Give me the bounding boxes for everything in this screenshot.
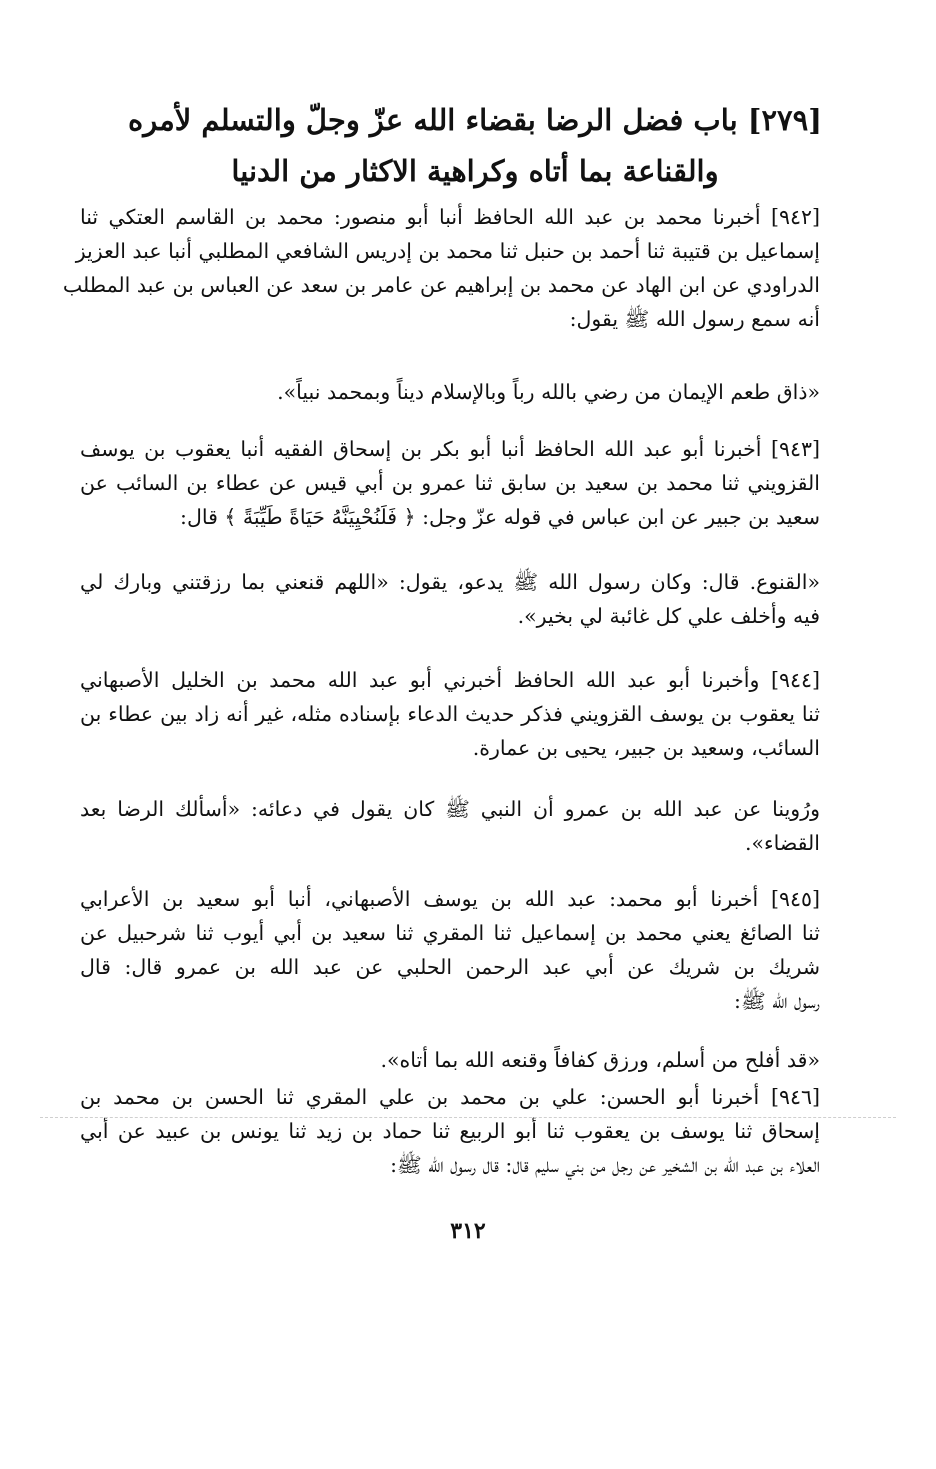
text-line: إسحاق ثنا يوسف بن يعقوب ثنا أبو الربيع ثنا حماد بن زيد ثنا يونس بن عبيد عن أبي: [80, 1119, 820, 1143]
text-line: رسول الله ﷺ:: [734, 989, 820, 1013]
text-line: [٩٤٢] أخبرنا محمد بن عبد الله الحافظ أنبا أبو منصور: محمد بن القاسم العتكي ثنا: [80, 205, 820, 229]
text-line: شريك بن شريك عن أبي عبد الرحمن الحلبي عن عبد الله بن عمرو قال: قال: [80, 955, 820, 979]
hadith-945: [80, 882, 820, 1018]
text-line: السائب، وسعيد بن جبير، يحيى بن عمارة.: [472, 736, 820, 760]
text-line: [٩٤٤] وأخبرنا أبو عبد الله الحافظ أخبرني أبو عبد الله محمد بن الخليل الأصبهاني: [80, 668, 820, 692]
text-line: أنه سمع رسول الله ﷺ يقول:: [569, 307, 820, 331]
hadith-946: [80, 1080, 820, 1182]
hadith-943-text: [80, 565, 820, 633]
page-number: ٣١٢: [450, 1218, 486, 1244]
text-line: الدراودي عن ابن الهاد عن محمد بن إبراهيم عن عامر بن سعد عن العباس بن عبد المطلب: [62, 273, 820, 297]
hadith-944-note: [80, 792, 820, 860]
text-line: [٩٤٦] أخبرنا أبو الحسن: علي بن محمد بن علي المقري ثنا الحسن بن محمد بن: [80, 1085, 820, 1109]
text-line: العلاء بن عبد الله بن الشخير عن رجل من بني سليم قال: قال رسول الله ﷺ:: [390, 1153, 820, 1177]
text-line: [٩٤٥] أخبرنا أبو محمد: عبد الله بن يوسف الأصبهاني، أنبا أبو سعيد بن الأعرابي: [80, 887, 820, 911]
text-line: [٩٤٣] أخبرنا أبو عبد الله الحافظ أنبا أبو بكر بن إسحاق الفقيه أنبا يعقوب بن يوسف: [80, 437, 820, 461]
hadith-945-text: [80, 1043, 820, 1077]
text-line: القزويني ثنا محمد بن سعيد بن سابق ثنا عمرو بن أبي قيس عن عطاء بن السائب عن: [80, 471, 820, 495]
chapter-heading-line-2: والقناعة بما أتاه وكراهية الاكثار من الدنيا: [231, 154, 719, 188]
hadith-942: [62, 200, 820, 336]
text-line: «القنوع. قال: وكان رسول الله ﷺ يدعو، يقول: «اللهم قنعني بما رزقتني وبارك لي: [80, 570, 820, 594]
hadith-942-text: [80, 375, 820, 409]
text-line: القضاء».: [744, 831, 820, 855]
text-line: ورُوينا عن عبد الله بن عمرو أن النبي ﷺ كان يقول في دعائه: «أسألك الرضا بعد: [80, 797, 820, 821]
scan-line-artifact: [40, 1117, 896, 1118]
text-line: ثنا الصائغ يعني محمد بن إسماعيل ثنا المقري ثنا سعيد بن أبي أيوب ثنا شرحبيل عن: [80, 921, 820, 945]
text-line: إسماعيل بن قتيبة ثنا أحمد بن حنبل ثنا محمد بن إدريس الشافعي المطلبي أنبا عبد العزيز: [75, 239, 820, 263]
text-line: «ذاق طعم الإيمان من رضي بالله رباً وبالإسلام ديناً وبمحمد نبياً».: [277, 380, 820, 404]
text-line: سعيد بن جبير عن ابن عباس في قوله عزّ وجل: ﴿ فَلَنُحْيِيَنَّهُ حَيَاةً طَيِّبَةً ﴾ قال:: [180, 505, 820, 529]
text-line: «قد أفلح من أسلم، ورزق كفافاً وقنعه الله بما أتاه».: [380, 1048, 820, 1072]
text-line: فيه وأخلف علي كل غائبة لي بخير».: [517, 604, 820, 628]
chapter-heading-line-1: [٢٧٩] باب فضل الرضا بقضاء الله عزّ وجلّ والتسلم لأمره: [128, 103, 822, 137]
hadith-943: [80, 432, 820, 534]
text-line: ثنا يعقوب بن يوسف القزويني فذكر حديث الدعاء بإسناده مثله، غير أنه زاد بين عطاء بن: [80, 702, 820, 726]
hadith-944: [80, 663, 820, 765]
